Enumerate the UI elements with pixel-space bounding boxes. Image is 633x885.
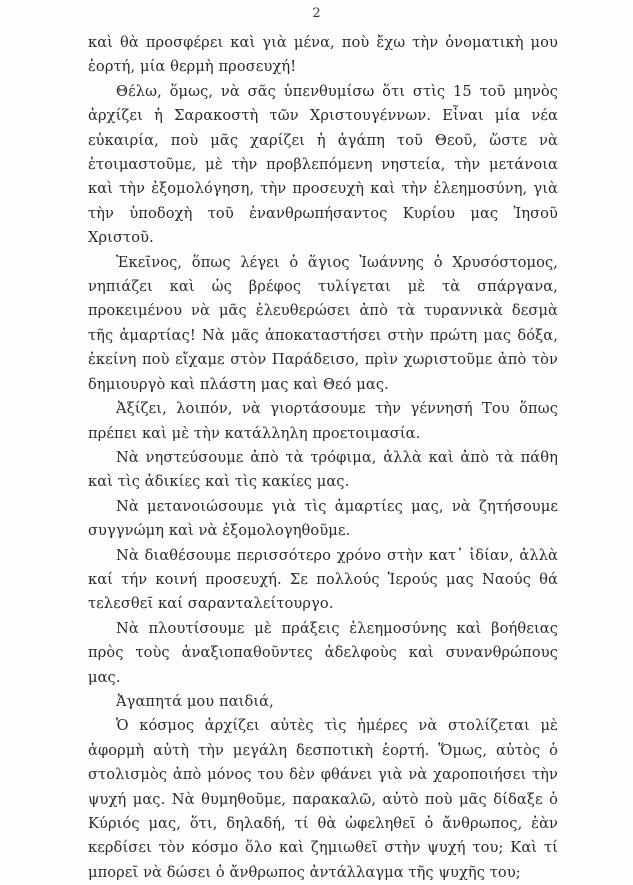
paragraph-repentance: Νὰ μετανοιώσουμε γιὰ τὶς ἁμαρτίες μας, νὰ ζητήσουμε συγγνώμη καὶ νὰ ἐξομολογηθοῦμε. bbox=[88, 497, 558, 540]
paragraph-prayer: Νὰ διαθέσουμε περισσότερο χρόνο στὴν κατ᾽ ἰδίαν, ἀλλὰ καί τήν κοινή προσευχή. Σε πολλούς Ἱερούς μας Ναούς θά τελεσθεῖ καί σαρανταλείτουργο. bbox=[88, 546, 558, 613]
paragraph-chrysostom: Ἐκεῖνος, ὅπως λέγει ὁ ἅγιος Ἰωάννης ὁ Χρυσόστομος, νηπιάζει καὶ ὡς βρέφος τυλίγεται μὲ τὰ σπάργανα, προκειμένου νὰ μᾶς ἐλευθερώσει ἀπὸ τὰ τυραννικὰ δεσμὰ τῆς ἁμαρτίας! Νὰ μᾶς ἀποκαταστήσει στὴν πρώτη μας δόξα, ἐκείνη ποὺ εἴχαμε στὸν Παράδεισο, πρὶν χωριστοῦμε ἀπὸ τὸν δημιουργὸ καὶ πλάστη μας καὶ Θεό μας. bbox=[88, 253, 558, 393]
body-text bbox=[88, 31, 558, 885]
paragraph-continuation: καὶ θὰ προσφέρει καὶ γιὰ μένα, ποὺ ἔχω τὴν ὀνοματικὴ μου ἑορτή, μία θερμὴ προσευχή! bbox=[88, 34, 558, 76]
paragraph-advent-fast: Θέλω, ὅμως, νὰ σᾶς ὑπενθυμίσω ὅτι στὶς 15 τοῦ μηνὸς ἀρχίζει ἡ Σαρακοστὴ τῶν Χριστουγέννων. Εἶναι μία νέα εὐκαιρία, ποὺ μᾶς χαρίζει ἡ ἀγάπη τοῦ Θεοῦ, ὥστε νὰ ἑτοιμαστοῦμε, μὲ τὴν προβλεπόμενη νηστεία, τὴν μετάνοια καὶ τὴν ἐξομολόγηση, τὴν προσευχὴ καὶ τὴν ἐλεημοσύνη, γιὰ τὴν ὑποδοχὴ τοῦ ἐνανθρωπήσαντος Κυρίου μας Ἰησοῦ Χριστοῦ. bbox=[88, 82, 558, 247]
paragraph-world-decoration: Ὁ κόσμος ἀρχίζει αὐτὲς τὶς ἡμέρες νὰ στολίζεται μὲ ἀφορμὴ αὐτὴ τὴν μεγάλη δεσποτικὴ ἑορτή. Ὅμως, αὐτὸς ὁ στολισμὸς ἀπὸ μόνος του δὲν φθάνει γιὰ νὰ χαροποιήσει τὴν ψυχή μας. Νὰ θυμηθοῦμε, παρακαλῶ, αὐτὸ ποὺ μᾶς δίδαξε ὁ Κύριός μας, ὅτι, δηλαδή, τί θὰ ὠφεληθεῖ ὁ ἄνθρωπος, ἐὰν κερδίσει τὸν κόσμο ὅλο καὶ ζημιωθεῖ στὴν ψυχή του; Καὶ τί μπορεῖ νὰ δώσει ὁ ἄνθρωπος ἀντάλλαγμα τῆς ψυχῆς του; bbox=[88, 717, 558, 881]
paragraph-almsgiving: Νὰ πλουτίσουμε μὲ πράξεις ἐλεημοσύνης καὶ βοήθειας πρὸς τοὺς ἀναξιοπαθοῦντες ἀδελφοὺς καὶ συνανθρώπους μας. bbox=[88, 619, 558, 686]
paragraph-salutation: Ἀγαπητά μου παιδιά, bbox=[116, 692, 274, 710]
paragraph-fasting: Νὰ νηστεύσουμε ἀπὸ τὰ τρόφιμα, ἀλλὰ καὶ ἀπὸ τὰ πάθη καὶ τὶς ἀδικίες καὶ τὶς κακίες μας. bbox=[88, 448, 558, 491]
paragraph-celebrate: Ἀξίζει, λοιπόν, νὰ γιορτάσουμε τὴν γέννησή Του ὅπως πρέπει καὶ μὲ τὴν κατάλληλη προετοιμασία. bbox=[88, 400, 558, 442]
page-number: 2 bbox=[312, 6, 321, 21]
